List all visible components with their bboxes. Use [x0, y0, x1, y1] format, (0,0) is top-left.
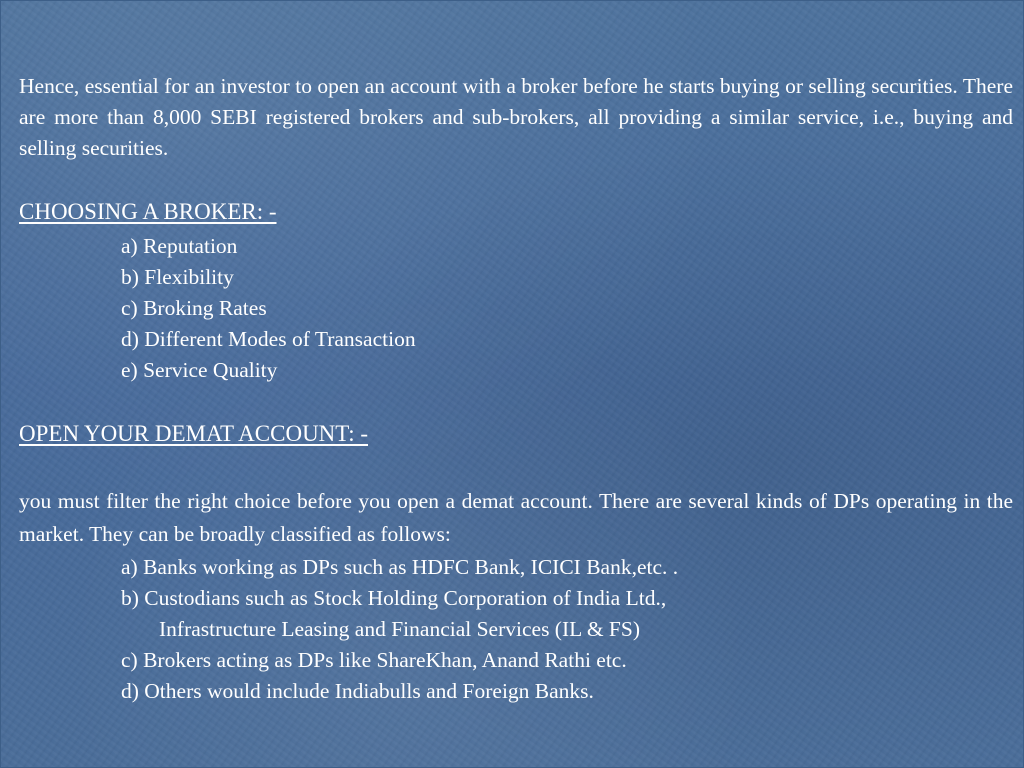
dp-types-list	[121, 552, 678, 707]
list-item: d) Different Modes of Transaction	[121, 327, 416, 351]
list-item-continuation: Infrastructure Leasing and Financial Services (IL & FS)	[159, 617, 641, 641]
list-item: c) Broking Rates	[121, 296, 267, 320]
open-demat-heading: OPEN YOUR DEMAT ACCOUNT: -	[19, 421, 368, 446]
broker-criteria-list	[121, 231, 416, 386]
list-item: b) Flexibility	[121, 265, 234, 289]
demat-paragraph: you must filter the right choice before you open a demat account. There are several kinds of DPs operating in the market. They can be broadly classified as follows:	[19, 489, 1013, 546]
list-item: b) Custodians such as Stock Holding Corporation of India Ltd.,	[121, 586, 667, 610]
intro-paragraph: Hence, essential for an investor to open an account with a broker before he starts buying or selling securities. There are more than 8,000 SEBI registered brokers and sub-brokers, all providing a similar service, i.e., buying and selling securities.	[19, 74, 1013, 160]
list-item: a) Reputation	[121, 234, 238, 258]
list-item: e) Service Quality	[121, 358, 278, 382]
list-item: d) Others would include Indiabulls and Foreign Banks.	[121, 679, 594, 703]
list-item: a) Banks working as DPs such as HDFC Bank, ICICI Bank,etc. .	[121, 555, 679, 579]
list-item: c) Brokers acting as DPs like ShareKhan, Anand Rathi etc.	[121, 648, 627, 672]
choosing-broker-heading: CHOOSING A BROKER: -	[19, 199, 277, 224]
